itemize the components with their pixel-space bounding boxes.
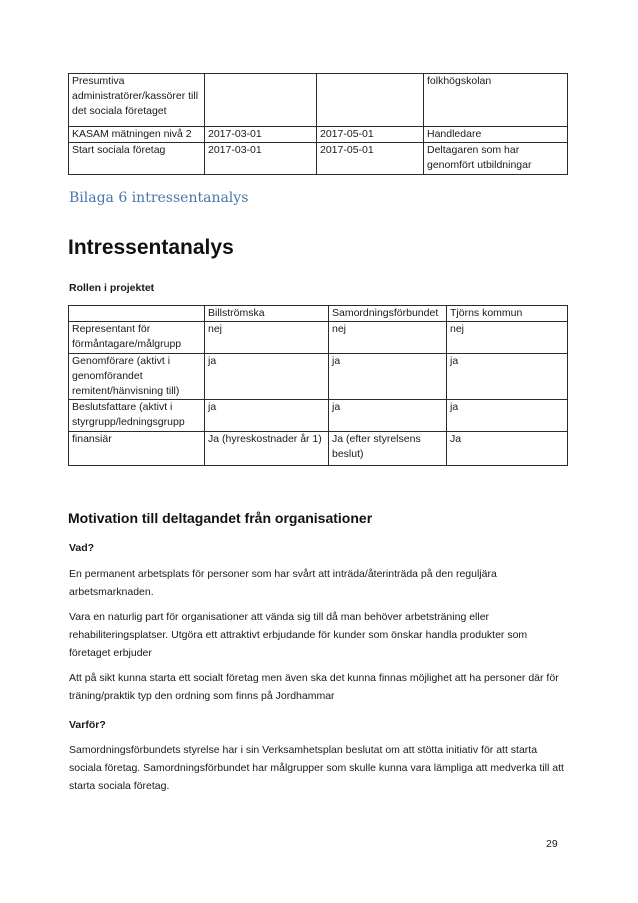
table-cell: ja <box>447 354 568 400</box>
table-header-cell: Tjörns kommun <box>447 306 568 322</box>
table-cell: ja <box>447 400 568 432</box>
motivation-heading: Motivation till deltagandet från organisationer <box>68 510 373 526</box>
table-header-row <box>69 306 568 322</box>
table-cell: 2017-03-01 <box>205 143 317 175</box>
table-cell: 2017-03-01 <box>205 127 317 143</box>
table-row <box>69 400 568 432</box>
table-cell: Deltagaren som har genomfört utbildningar <box>424 143 568 175</box>
vad-paragraph: En permanent arbetsplats för personer som har svårt att inträda/återinträda på den reguljära arbetsmarknaden. <box>69 568 497 598</box>
table-row <box>69 74 568 127</box>
role-section-label: Rollen i projektet <box>69 282 155 294</box>
table-row <box>69 143 568 175</box>
table-cell: Ja <box>447 432 568 466</box>
table-cell: ja <box>329 354 447 400</box>
page-title: Intressentanalys <box>68 236 234 259</box>
table-cell: ja <box>205 354 329 400</box>
table-cell: Ja (efter styrelsens beslut) <box>329 432 447 466</box>
table-row <box>69 127 568 143</box>
varfor-paragraph: Samordningsförbundets styrelse har i sin Verksamhetsplan beslutat om att stötta initiativ för att starta sociala företag. Samordningsförbundet har målgrupper som skulle kunna vara lämpliga att medverka till att starta sociala företag. <box>69 744 564 792</box>
table-cell <box>205 74 317 127</box>
table-cell: Start sociala företag <box>69 143 205 175</box>
table-header-cell <box>69 306 205 322</box>
table-cell: KASAM mätningen nivå 2 <box>69 127 205 143</box>
table-cell: Genomförare (aktivt i genomförandet remitent/hänvisning till) <box>69 354 205 400</box>
table-cell: Beslutsfattare (aktivt i styrgrupp/ledningsgrupp <box>69 400 205 432</box>
vad-label: Vad? <box>69 542 95 554</box>
table-row <box>69 354 568 400</box>
table-cell: nej <box>329 322 447 354</box>
table-cell: ja <box>329 400 447 432</box>
table-cell <box>317 74 424 127</box>
table-cell: nej <box>447 322 568 354</box>
appendix-heading: Bilaga 6 intressentanalys <box>69 190 249 206</box>
table-header-cell: Billströmska <box>205 306 329 322</box>
schedule-table <box>68 73 568 175</box>
table-row <box>69 322 568 354</box>
table-cell: finansiär <box>69 432 205 466</box>
vad-paragraph: Att på sikt kunna starta ett socialt företag men även ska det kunna finnas möjlighet att ha personer där för träning/praktik typ den ordning som finns på Jordhammar <box>69 672 559 702</box>
page-number: 29 <box>546 838 558 850</box>
table-cell: folkhögskolan <box>424 74 568 127</box>
table-cell: Representant för förmåntagare/målgrupp <box>69 322 205 354</box>
table-cell: 2017-05-01 <box>317 127 424 143</box>
table-cell: Handledare <box>424 127 568 143</box>
table-cell: ja <box>205 400 329 432</box>
varfor-label: Varför? <box>69 719 106 731</box>
table-cell: 2017-05-01 <box>317 143 424 175</box>
table-cell: Presumtiva administratörer/kassörer till det sociala företaget <box>69 74 205 127</box>
role-table <box>68 305 568 466</box>
table-cell: nej <box>205 322 329 354</box>
table-row <box>69 432 568 466</box>
vad-paragraph: Vara en naturlig part för organisationer att vända sig till då man behöver arbetsträning eller rehabiliteringsplatser. Utgöra ett attraktivt erbjudande för kunder som önskar handla produkter som företaget erbjuder <box>69 611 528 659</box>
table-cell: Ja (hyreskostnader år 1) <box>205 432 329 466</box>
table-header-cell: Samordningsförbundet <box>329 306 447 322</box>
